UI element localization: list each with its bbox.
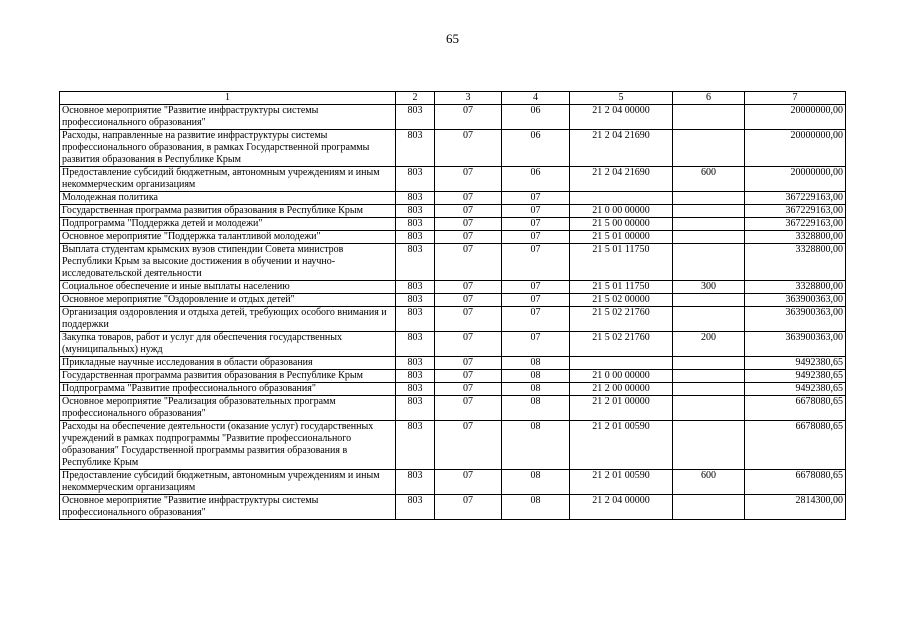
cell-col-2: 803 <box>396 294 435 307</box>
cell-amount: 20000000,00 <box>745 167 846 192</box>
cell-col-6 <box>673 421 745 470</box>
cell-col-6: 600 <box>673 470 745 495</box>
cell-col-4: 07 <box>502 294 570 307</box>
budget-table <box>59 91 846 520</box>
cell-col-5: 21 5 02 21760 <box>570 307 673 332</box>
cell-col-5 <box>570 192 673 205</box>
cell-amount: 3328800,00 <box>745 244 846 281</box>
cell-col-5: 21 2 01 00000 <box>570 396 673 421</box>
cell-name: Организация оздоровления и отдыха детей, требующих особого внимания и поддержки <box>60 307 396 332</box>
cell-name: Выплата студентам крымских вузов стипендии Совета министров Республики Крым за высокие достижения в обучении и научно-исследовательской деятельности <box>60 244 396 281</box>
cell-col-6 <box>673 205 745 218</box>
cell-col-5: 21 5 02 21760 <box>570 332 673 357</box>
cell-col-3: 07 <box>435 357 502 370</box>
cell-col-3: 07 <box>435 470 502 495</box>
cell-col-6 <box>673 105 745 130</box>
cell-col-3: 07 <box>435 205 502 218</box>
cell-amount: 367229163,00 <box>745 205 846 218</box>
cell-col-3: 07 <box>435 294 502 307</box>
cell-amount: 367229163,00 <box>745 192 846 205</box>
cell-col-5: 21 5 00 00000 <box>570 218 673 231</box>
cell-col-6: 300 <box>673 281 745 294</box>
cell-col-6 <box>673 218 745 231</box>
cell-col-5: 21 2 04 00000 <box>570 495 673 520</box>
cell-col-2: 803 <box>396 167 435 192</box>
table-row <box>60 244 846 281</box>
cell-name: Подпрограмма "Развитие профессионального образования" <box>60 383 396 396</box>
cell-col-3: 07 <box>435 307 502 332</box>
col-header-7: 7 <box>745 92 846 105</box>
cell-col-4: 08 <box>502 421 570 470</box>
cell-col-2: 803 <box>396 244 435 281</box>
cell-col-6 <box>673 307 745 332</box>
table-row <box>60 231 846 244</box>
cell-col-6: 600 <box>673 167 745 192</box>
cell-col-2: 803 <box>396 231 435 244</box>
cell-col-5: 21 2 01 00590 <box>570 421 673 470</box>
cell-amount: 20000000,00 <box>745 130 846 167</box>
table-row <box>60 357 846 370</box>
cell-col-4: 07 <box>502 231 570 244</box>
cell-name: Социальное обеспечение и иные выплаты населению <box>60 281 396 294</box>
table-row <box>60 294 846 307</box>
cell-col-4: 07 <box>502 192 570 205</box>
cell-col-2: 803 <box>396 218 435 231</box>
col-header-5: 5 <box>570 92 673 105</box>
table-row <box>60 130 846 167</box>
cell-col-4: 08 <box>502 357 570 370</box>
cell-name: Предоставление субсидий бюджетным, автономным учреждениям и иным некоммерческим организациям <box>60 167 396 192</box>
cell-col-6 <box>673 192 745 205</box>
cell-col-4: 08 <box>502 383 570 396</box>
cell-amount: 2814300,00 <box>745 495 846 520</box>
cell-name: Предоставление субсидий бюджетным, автономным учреждениям и иным некоммерческим организациям <box>60 470 396 495</box>
cell-col-3: 07 <box>435 370 502 383</box>
table-row <box>60 307 846 332</box>
cell-col-2: 803 <box>396 383 435 396</box>
cell-col-4: 08 <box>502 370 570 383</box>
cell-name: Закупка товаров, работ и услуг для обеспечения государственных (муниципальных) нужд <box>60 332 396 357</box>
cell-name: Государственная программа развития образования в Республике Крым <box>60 370 396 383</box>
cell-col-4: 07 <box>502 218 570 231</box>
cell-name: Основное мероприятие "Реализация образовательных программ профессионального образования" <box>60 396 396 421</box>
cell-col-3: 07 <box>435 281 502 294</box>
cell-amount: 363900363,00 <box>745 294 846 307</box>
cell-name: Основное мероприятие "Оздоровление и отдых детей" <box>60 294 396 307</box>
cell-col-4: 07 <box>502 307 570 332</box>
cell-col-3: 07 <box>435 421 502 470</box>
col-header-4: 4 <box>502 92 570 105</box>
cell-col-2: 803 <box>396 370 435 383</box>
cell-col-3: 07 <box>435 218 502 231</box>
cell-col-5: 21 2 04 21690 <box>570 130 673 167</box>
cell-col-4: 08 <box>502 495 570 520</box>
cell-col-3: 07 <box>435 130 502 167</box>
cell-name: Расходы, направленные на развитие инфраструктуры системы профессионального образования, в рамках Государственной программы развития образования в Республике Крым <box>60 130 396 167</box>
cell-amount: 9492380,65 <box>745 357 846 370</box>
cell-col-5: 21 5 01 11750 <box>570 244 673 281</box>
cell-amount: 6678080,65 <box>745 396 846 421</box>
cell-col-5: 21 0 00 00000 <box>570 370 673 383</box>
cell-col-5: 21 2 00 00000 <box>570 383 673 396</box>
table-row <box>60 370 846 383</box>
cell-col-3: 07 <box>435 396 502 421</box>
table-row <box>60 167 846 192</box>
cell-col-3: 07 <box>435 495 502 520</box>
cell-col-6 <box>673 244 745 281</box>
cell-col-2: 803 <box>396 495 435 520</box>
cell-amount: 367229163,00 <box>745 218 846 231</box>
cell-name: Прикладные научные исследования в области образования <box>60 357 396 370</box>
cell-col-6 <box>673 495 745 520</box>
cell-amount: 363900363,00 <box>745 332 846 357</box>
table-row <box>60 281 846 294</box>
cell-col-2: 803 <box>396 357 435 370</box>
page-number: 65 <box>446 31 459 46</box>
cell-col-3: 07 <box>435 332 502 357</box>
table-body <box>60 105 846 520</box>
cell-name: Основное мероприятие "Развитие инфраструктуры системы профессионального образования" <box>60 495 396 520</box>
cell-amount: 6678080,65 <box>745 421 846 470</box>
table-row <box>60 470 846 495</box>
cell-col-3: 07 <box>435 167 502 192</box>
cell-col-4: 07 <box>502 332 570 357</box>
cell-col-2: 803 <box>396 396 435 421</box>
cell-col-4: 06 <box>502 105 570 130</box>
col-header-1: 1 <box>60 92 396 105</box>
cell-amount: 3328800,00 <box>745 281 846 294</box>
cell-col-5: 21 5 02 00000 <box>570 294 673 307</box>
cell-col-5: 21 2 04 21690 <box>570 167 673 192</box>
cell-col-6 <box>673 231 745 244</box>
cell-col-6 <box>673 357 745 370</box>
cell-col-3: 07 <box>435 105 502 130</box>
cell-col-2: 803 <box>396 307 435 332</box>
cell-col-5: 21 2 04 00000 <box>570 105 673 130</box>
col-header-3: 3 <box>435 92 502 105</box>
cell-name: Подпрограмма "Поддержка детей и молодежи" <box>60 218 396 231</box>
cell-amount: 3328800,00 <box>745 231 846 244</box>
cell-col-2: 803 <box>396 332 435 357</box>
cell-col-2: 803 <box>396 421 435 470</box>
header-row <box>60 92 846 105</box>
col-header-2: 2 <box>396 92 435 105</box>
cell-col-2: 803 <box>396 130 435 167</box>
cell-col-3: 07 <box>435 383 502 396</box>
cell-name: Расходы на обеспечение деятельности (оказание услуг) государственных учреждений в рамках подпрограммы "Развитие профессионального образования" Государственной программы развития образования в Республике Крым <box>60 421 396 470</box>
cell-col-5: 21 5 01 11750 <box>570 281 673 294</box>
cell-col-6 <box>673 294 745 307</box>
cell-col-4: 08 <box>502 396 570 421</box>
cell-col-5: 21 0 00 00000 <box>570 205 673 218</box>
cell-col-2: 803 <box>396 281 435 294</box>
cell-name: Основное мероприятие "Поддержка талантливой молодежи" <box>60 231 396 244</box>
cell-col-4: 06 <box>502 130 570 167</box>
cell-col-6 <box>673 130 745 167</box>
cell-col-4: 06 <box>502 167 570 192</box>
cell-col-5: 21 2 01 00590 <box>570 470 673 495</box>
cell-amount: 6678080,65 <box>745 470 846 495</box>
cell-col-4: 07 <box>502 281 570 294</box>
cell-col-6 <box>673 370 745 383</box>
cell-col-2: 803 <box>396 205 435 218</box>
table-row <box>60 105 846 130</box>
cell-name: Государственная программа развития образования в Республике Крым <box>60 205 396 218</box>
table-row <box>60 396 846 421</box>
cell-amount: 9492380,65 <box>745 383 846 396</box>
cell-col-3: 07 <box>435 231 502 244</box>
table-row <box>60 495 846 520</box>
table-row <box>60 383 846 396</box>
cell-amount: 363900363,00 <box>745 307 846 332</box>
cell-col-2: 803 <box>396 192 435 205</box>
cell-col-6 <box>673 383 745 396</box>
cell-col-6 <box>673 396 745 421</box>
table-row <box>60 218 846 231</box>
cell-col-4: 07 <box>502 205 570 218</box>
cell-col-4: 08 <box>502 470 570 495</box>
cell-amount: 20000000,00 <box>745 105 846 130</box>
cell-col-2: 803 <box>396 470 435 495</box>
col-header-6: 6 <box>673 92 745 105</box>
cell-name: Основное мероприятие "Развитие инфраструктуры системы профессионального образования" <box>60 105 396 130</box>
cell-name: Молодежная политика <box>60 192 396 205</box>
table-row <box>60 332 846 357</box>
cell-col-4: 07 <box>502 244 570 281</box>
cell-amount: 9492380,65 <box>745 370 846 383</box>
cell-col-5 <box>570 357 673 370</box>
table-row <box>60 205 846 218</box>
cell-col-6: 200 <box>673 332 745 357</box>
cell-col-2: 803 <box>396 105 435 130</box>
cell-col-3: 07 <box>435 244 502 281</box>
table-row <box>60 421 846 470</box>
cell-col-3: 07 <box>435 192 502 205</box>
table-row <box>60 192 846 205</box>
cell-col-5: 21 5 01 00000 <box>570 231 673 244</box>
